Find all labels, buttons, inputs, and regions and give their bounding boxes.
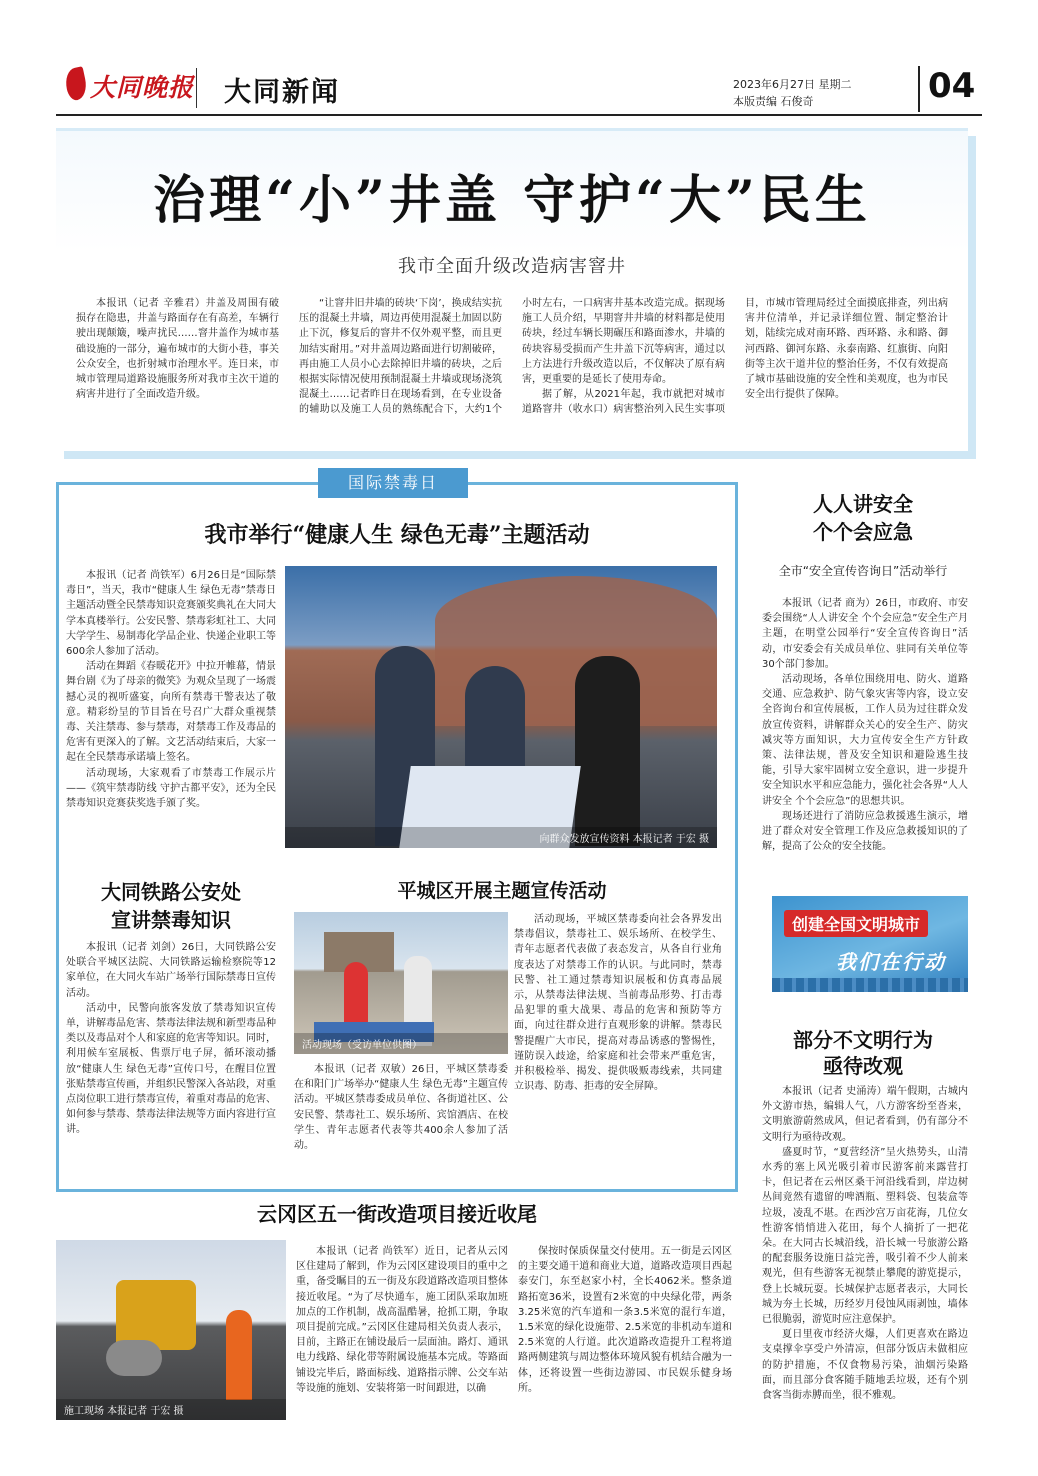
- logo-text: 大同晚报: [90, 73, 195, 102]
- masthead-logo: [64, 62, 195, 108]
- safety-paragraph: 本报讯（记者 商为）26日，市政府、市安委会围绕“人人讲安全 个个会应急”安全生产月主题，在明堂公园举行“安全宣传咨询日”活动，市安委会有关成员单位、驻同有关单位等30个部门参加。: [762, 598, 968, 670]
- lead-paragraph: “让窨井旧井墙的砖块‘下岗’，换成结实抗压的混凝土井墙，周边再使用混凝土加固以防止下沉，修复后的窨井不仅外观平整，而且更加结实耐用。”对井盖周边路面进行切割破碎，再由施工人员小心去除掉旧井墙的砖块，之后根据实际情况使用预制混凝土井墙或现场浇筑混凝土……记者昨日在现场看到，在专业设备的辅助以及施工人员的熟练配合下，大约1个小时左右，一口病害井基本改造完成。据现场施工人员介绍，早期窨井井墙的材料都是使用砖块，经过车辆长期碾压和路面渗水，井墙的砖块容易受损而产生井盖下沉等病害，通过以上方法进行升级改造以后，不仅解决了原有病害，更重要的是延长了使用寿命。: [299, 298, 725, 416]
- header-rule: [56, 114, 982, 116]
- lead-subheadline: 我市全面升级改造病害窨井: [398, 256, 626, 277]
- safety-paragraph: 活动现场，各单位围绕用电、防火、道路交通、应急救护、防气象灾害等内容，设立安全咨询台和宣传展板，工作人员为过往群众发放宣传资料，讲解群众关心的安全生产、防灾减灾等方面知识，大力宣传安全生产方针政策、法律法规，普及安全知识和避险逃生技能，引导大家牢固树立安全意识，进一步提升安全知识水平和应急能力，强化社会各界“人人讲安全 个个会应急”的思想共识。: [762, 674, 968, 807]
- rail-headline-line1: 大同铁路公安处: [101, 880, 241, 904]
- section-title: 大同新闻: [224, 77, 340, 108]
- safety-headline-line1: 人人讲安全: [813, 492, 913, 516]
- civic-banner: [772, 896, 968, 992]
- pingcheng-paragraph: 本报讯（记者 双敏）26日，平城区禁毒委在和阳门广场举办“健康人生 绿色无毒”主题宣传活动。平城区禁毒委成员单位、各街道社区、公安民警、禁毒社工、娱乐场所、宾馆酒店、在校学生、青年志愿者代表等共400余人参加了活动。: [294, 1064, 508, 1152]
- uncivil-paragraph: 盛夏时节，“夏营经济”呈火热势头，山清水秀的塞上风光吸引着市民游客前来露营打卡，但记者在云州区桑干河沿线看到，岸边树丛间竟然有遗留的啤酒瓶、塑料袋、包装盒等垃圾，凌乱不堪。在西沙宫万亩花海，几位女性游客悄悄进入花田，每个人摘折了一把花朵。在大同古长城沿线，沿长城一号旅游公路的配套服务设施日益完善，吸引着不少人前来观光，但有些游客无视禁止攀爬的游览提示，登上长城玩耍。长城保护志愿者表示，大同长城为夯土长城，历经岁月侵蚀风雨剥蚀，墙体已很脆弱，游览时应注意保护。: [762, 1146, 968, 1326]
- civic-banner-line2: 我们在行动: [836, 950, 946, 974]
- page-editor: 本版责编 石俊奇: [733, 95, 814, 108]
- yungang-headline: 云冈区五一街改造项目接近收尾: [257, 1202, 537, 1226]
- photo-roller-drum: [106, 1340, 162, 1376]
- rail-headline-line2: 宣讲禁毒知识: [111, 908, 231, 932]
- pingcheng-paragraph: 活动现场，平城区禁毒委向社会各界发出禁毒倡议，禁毒社工、娱乐场所、在校学生、青年志愿者代表做了表态发言，从各自行业角度表达了对禁毒工作的认识。与此同时，禁毒民警、社工通过禁毒知识展板和仿真毒品展示，从禁毒法律法规、当前毒品形势、打击毒品犯罪的重大战果、毒品的危害和预防等方面，向过往群众进行直观形象的讲解。禁毒民警提醒广大市民，提高对毒品诱惑的警惕性，谨防误入歧途，给家庭和社会带来严重危害，并积极检举、揭发、提供吸贩毒线索，共同建立识毒、防毒、拒毒的安全屏障。: [514, 914, 722, 1093]
- header-divider: [196, 68, 197, 108]
- yungang-paragraph: 本报讯（记者 尚铁军）近日，记者从云冈区住建局了解到，作为云冈区建设项目的重中之重，备受瞩目的五一街及东段道路改造项目整体接近收尾。“为了尽快通车，施工团队采取加班加点的工作机制，战高温酷暑，抢抓工期，争取项目提前完成。”云冈区住建局相关负责人表示，目前，主路正在铺设最后一层面油。路灯、通讯电力线路、绿化带等附属设施基本完成。等路面铺设完毕后，路面标线、道路指示牌、公交车站等设施的施划、安装将第一时间跟进，以确: [296, 1246, 508, 1394]
- flame-logo-icon: [63, 66, 89, 101]
- safety-subheadline: 全市“安全宣传咨询日”活动举行: [778, 564, 948, 578]
- uncivil-paragraph: 本报讯（记者 史涌涛）端午假期，古城内外文游市热，编辑人气，八方游客纷至沓来，文明旅游蔚然成风，但记者看到，仍有部分不文明行为亟待改观。: [762, 1086, 968, 1143]
- pingcheng-headline: 平城区开展主题宣传活动: [397, 880, 607, 902]
- lead-headline: 治理“小”井盖 守护“大”民生: [153, 170, 871, 231]
- page-number-divider: [918, 66, 920, 112]
- yungang-body-col2: [518, 1244, 732, 1420]
- drug-headline: 我市举行“健康人生 绿色无毒”主题活动: [204, 522, 590, 548]
- issue-date: 2023年6月27日 星期二: [733, 78, 852, 91]
- lead-body: [76, 296, 948, 438]
- lead-paragraph: 本报讯（记者 辛雅君）井盖及周围有破损存在隐患，井盖与路面存在有高差，车辆行驶出现颠簸，噪声扰民……窨井盖作为城市基础设施的一部分，遍布城市的大街小巷，事关公众安全，也折射城市治理水平。连日来，市城市管理局道路设施服务所对我市主次干道的病害井进行了全面改造升级。: [76, 298, 279, 401]
- pingcheng-event-photo: [294, 912, 508, 1054]
- yungang-body-col1: [296, 1244, 508, 1420]
- safety-paragraph: 现场还进行了消防应急救援逃生演示，增进了群众对安全管理工作及应急救援知识的了解，提高了公众的安全技能。: [762, 810, 968, 853]
- uncivil-headline-line2: 亟待改观: [823, 1054, 903, 1078]
- drug-paragraph: 本报讯（记者 尚铁军）6月26日是“国际禁毒日”，当天，我市“健康人生 绿色无毒”禁毒日主题活动暨全民禁毒知识竞赛颁奖典礼在大同大学本真楼举行。公安民警、禁毒彩虹社工、大同大学学生、易制毒化学品企业、快递企业职工等600余人参加了活动。: [66, 570, 276, 658]
- drug-section-tag: 国际禁毒日: [318, 468, 468, 498]
- drug-event-photo: [285, 566, 717, 848]
- photo-figure-shape: [575, 656, 640, 846]
- pingcheng-photo-caption: 活动现场（受访单位供图）: [294, 1033, 508, 1054]
- yungang-photo-caption: 施工现场 本报记者 于宏 摄: [56, 1399, 286, 1420]
- rail-body: [66, 940, 276, 1166]
- photo-worker-shape: [226, 1310, 252, 1400]
- rail-paragraph: 本报讯（记者 刘剑）26日，大同铁路公安处联合平城区法院、大同铁路运输检察院等12家单位，在大同火车站广场举行国际禁毒日宣传活动。: [66, 942, 276, 999]
- page-number: 04: [928, 66, 976, 106]
- great-wall-icon: [772, 978, 968, 992]
- yungang-paragraph: 保按时保质保量交付使用。五一街是云冈区的主要交通干道和商业大道，道路改造项目西起泰安门，东至赵家小村，全长4062米。整条道路拓宽36米，设置有2米宽的中央绿化带，两条3.25米宽的汽车道和一条3.5米宽的混行车道，1.5米宽的绿化设施带、2.5米宽的非机动车道和2.5米宽的人行道。此次道路改造提升工程将道路两侧建筑与周边整体环境风貌有机结合融为一体，还将设置一些街边游园、市民娱乐健身场所。: [518, 1246, 732, 1394]
- uncivil-headline-line1: 部分不文明行为: [793, 1028, 933, 1052]
- drug-paragraph: 活动现场，大家观看了市禁毒工作展示片——《筑牢禁毒防线 守护古都平安》，还为全民禁毒知识竞赛获奖选手颁了奖。: [66, 767, 276, 810]
- lead-paragraph: 据了解，从2021年起，我市就把对城市道路窨井（收水口）病害整治列入民生实事项目，市城市管理局经过全面摸底排查，列出病害井位清单，并记录详细位置、制定整治计划，陆续完成对南环路、西环路、永和路、御河西路、御河东路、永泰南路、红旗街、向阳街等主次干道井位的整治任务，不仅有效提高了城市基础设施的安全性和美观度，也为市民安全出行提供了保障。: [522, 298, 948, 416]
- pingcheng-body-col1: [294, 1062, 508, 1168]
- safety-body: [762, 596, 968, 868]
- civic-banner-line1: 创建全国文明城市: [784, 910, 928, 937]
- pingcheng-body-col2: [514, 912, 722, 1168]
- safety-headline-line2: 个个会应急: [813, 520, 913, 544]
- drug-photo-caption: 向群众发放宣传资料 本报记者 于宏 摄: [285, 827, 717, 848]
- drug-body: [66, 568, 276, 850]
- drug-paragraph: 活动在舞蹈《春暖花开》中拉开帷幕，情景舞台剧《为了母亲的微笑》为观众呈现了一场震撼心灵的视听盛宴，向所有禁毒干警表达了敬意。精彩纷呈的节目旨在号召广大群众重视禁毒、关注禁毒、参与禁毒，对禁毒工作及毒品的危害有更深入的了解。文艺活动结束后，大家一起在全民禁毒承诺墙上签名。: [66, 661, 276, 764]
- uncivil-paragraph: 夏日里夜市经济火爆，人们更喜欢在路边支桌撑伞享受户外清凉，但部分饭店未做相应的防护措施，不仅食物易污染，油烟污染路面，而且部分食客随手随地丢垃圾，还有个别食客当街赤膊而坐，很不雅观。: [762, 1329, 968, 1402]
- uncivil-body: [762, 1084, 968, 1430]
- yungang-construction-photo: [56, 1240, 286, 1420]
- rail-paragraph: 活动中，民警向旅客发放了禁毒知识宣传单，讲解毒品危害、禁毒法律法规和新型毒品种类以及毒品对个人和家庭的危害等知识。同时，利用候车室展板、售票厅电子屏，循环滚动播放“健康人生 绿色无毒”宣传口号，在醒目位置张贴禁毒宣传画，并组织民警深入各站段，对重点岗位职工进行禁毒宣传，着重对毒品的危害、如何参与禁毒、禁毒法律法规等方面内容进行宣讲。: [66, 1002, 276, 1136]
